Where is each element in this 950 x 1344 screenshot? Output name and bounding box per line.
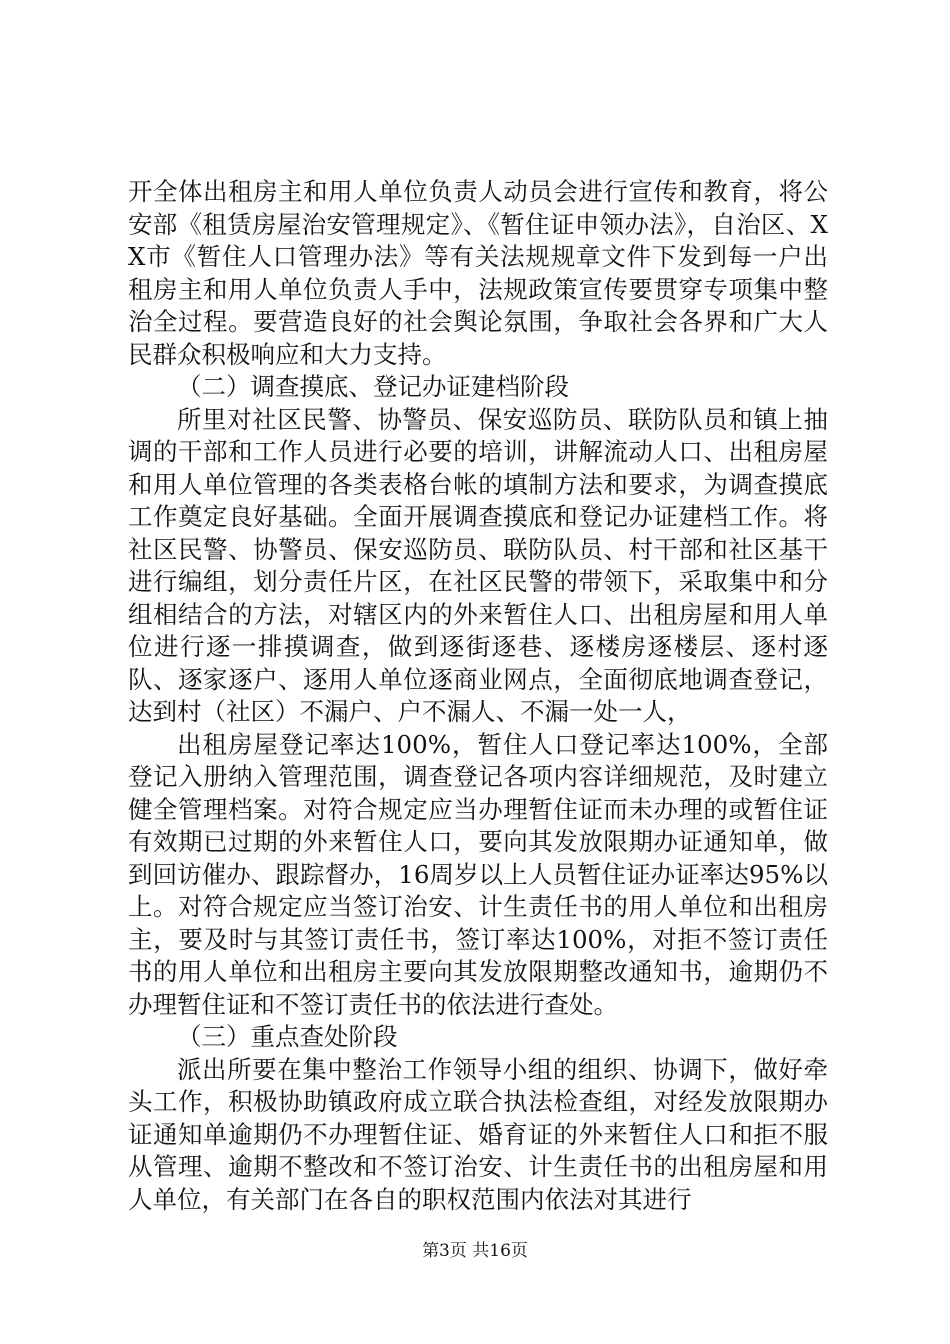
section-heading-enforcement: （三）重点查处阶段 [177, 1022, 398, 1051]
section-heading-investigation: （二）调查摸底、登记办证建档阶段 [177, 372, 569, 401]
paragraph-registration-rates: 出租房屋登记率达100%，暂住人口登记率达100%，全部登记入册纳入管理范围，调查登记各项内容详细规范，及时建立健全管理档案。对符合规定应当办理暂住证而未办理的或暂住证有效期已过期的外来暂住人口，要向其发放限期办证通知单，做到回访催办、跟踪督办，16周岁以上人员暂住证办证率达95%以上。对符合规定应当签订治安、计生责任书的用人单位和出租房主，要及时与其签订责任书，签订率达100%，对拒不签订责任书的用人单位和出租房主要向其发放限期整改通知书，逾期仍不办理暂住证和不签订责任书的依法进行查处。 [128, 729, 828, 1019]
page-footer: 第3页 共16页 [422, 1241, 528, 1261]
paragraph-training: 所里对社区民警、协警员、保安巡防员、联防队员和镇上抽调的干部和工作人员进行必要的培训，讲解流动人口、出租房屋和用人单位管理的各类表格台帐的填制方法和要求，为调查摸底工作奠定良好基础。全面开展调查摸底和登记办证建档工作。将社区民警、协警员、保安巡防员、联防队员、村干部和社区基干进行编组，划分责任片区，在社区民警的带领下，采取集中和分组相结合的方法，对辖区内的外来暂住人口、出租房屋和用人单位进行逐一排摸调查，做到逐街逐巷、逐楼房逐楼层、逐村逐队、逐家逐户、逐用人单位逐商业网点，全面彻底地调查登记，达到村（社区）不漏户、户不漏人、不漏一处一人， [128, 404, 828, 726]
document-body [128, 176, 828, 1216]
paragraph-continuation: 开全体出租房主和用人单位负责人动员会进行宣传和教育，将公安部《租赁房屋治安管理规定》、《暂住证申领办法》，自治区、XX市《暂住人口管理办法》等有关法规规章文件下发到每一户出租房主和用人单位负责人手中，法规政策宣传要贯穿专项集中整治全过程。要营造良好的社会舆论氛围，争取社会各界和广大人民群众积极响应和大力支持。 [128, 177, 828, 369]
paragraph-enforcement: 派出所要在集中整治工作领导小组的组织、协调下，做好牵头工作，积极协助镇政府成立联合执法检查组，对经发放限期办证通知单逾期仍不办理暂住证、婚育证的外来暂住人口和拒不服从管理、逾期不整改和不签订治安、计生责任书的出租房屋和用人单位，有关部门在各自的职权范围内依法对其进行 [128, 1054, 828, 1214]
